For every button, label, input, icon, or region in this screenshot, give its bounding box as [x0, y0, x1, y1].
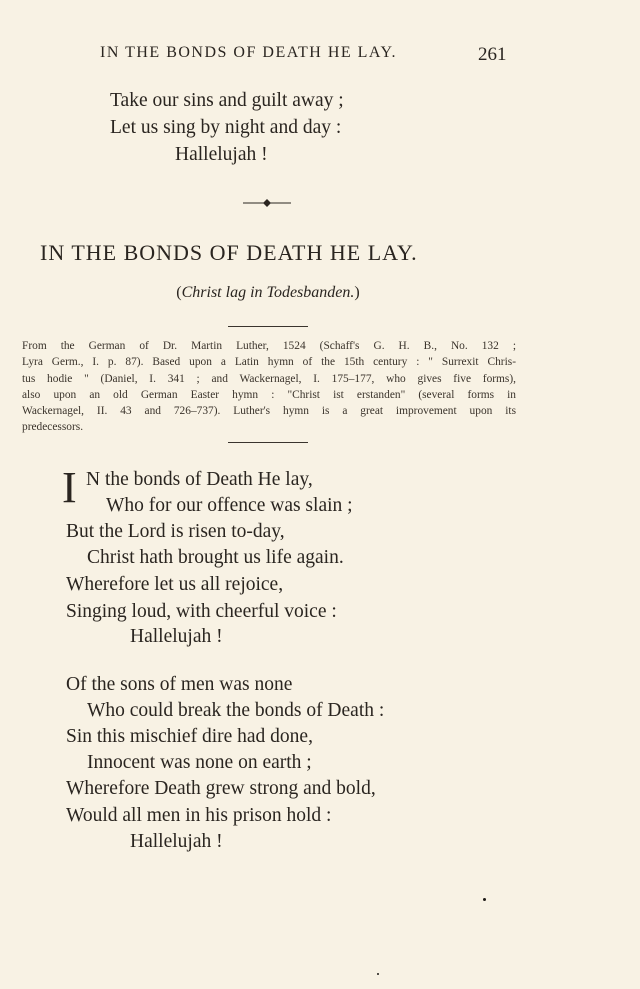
verse-line: Wherefore let us all rejoice,: [66, 574, 284, 595]
ink-speck: [377, 973, 379, 975]
verse-line: Singing loud, with cheerful voice :: [66, 601, 337, 622]
verse-line: But the Lord is risen to-day,: [66, 521, 285, 542]
verse-line: N the bonds of Death He lay,: [86, 469, 313, 490]
verse-line: Would all men in his prison hold :: [66, 805, 332, 826]
hymn-subtitle: [0, 284, 536, 302]
divider-rule: [228, 442, 308, 443]
verse-line: Wherefore Death grew strong and bold,: [66, 778, 376, 799]
page-number: 261: [478, 44, 507, 65]
note-line: predecessors.: [22, 421, 84, 434]
verse-line: Let us sing by night and day :: [110, 117, 342, 138]
drop-cap: I: [62, 463, 77, 512]
hallelujah-line: Hallelujah !: [175, 144, 268, 165]
note-line: From the German of Dr. Martin Luther, 1524 (Schaff's G. H. B., No. 132 ;: [22, 340, 516, 352]
note-line: Lyra Germ., I. p. 87). Based upon a Latin hymn of the 15th century : " Surrexit Chris-: [22, 356, 516, 369]
subtitle-text: Christ lag in Todesbanden.: [181, 284, 355, 301]
hallelujah-line: Hallelujah !: [130, 831, 223, 852]
verse-line: Of the sons of men was none: [66, 674, 293, 695]
verse-line: Take our sins and guilt away ;: [110, 90, 344, 111]
verse-line: Who for our offence was slain ;: [106, 495, 353, 516]
verse-line: Christ hath brought us life again.: [87, 547, 344, 568]
note-line: tus hodie " (Daniel, I. 341 ; and Wackernagel, I. 175–177, who gives five forms),: [22, 372, 516, 385]
subtitle-close-paren: ): [354, 284, 360, 301]
note-line: also upon an old German Easter hymn : "Christ ist erstanden" (several forms in: [22, 388, 516, 401]
note-line: Wackernagel, II. 43 and 726–737). Luther's hymn is a great improvement upon its: [22, 405, 516, 418]
hymn-title: IN THE BONDS OF DEATH HE LAY.: [40, 240, 418, 265]
verse-line: Who could break the bonds of Death :: [87, 700, 385, 721]
source-note: [22, 338, 516, 436]
divider-rule: [228, 326, 308, 327]
verse-line: Sin this mischief dire had done,: [66, 726, 313, 747]
ink-speck: [483, 898, 486, 901]
verse-line: Innocent was none on earth ;: [87, 752, 312, 773]
subtitle-open-paren: (: [176, 284, 182, 301]
hallelujah-line: Hallelujah !: [130, 626, 223, 647]
running-title: IN THE BONDS OF DEATH HE LAY.: [100, 44, 397, 61]
ornament-divider-icon: [242, 196, 292, 210]
